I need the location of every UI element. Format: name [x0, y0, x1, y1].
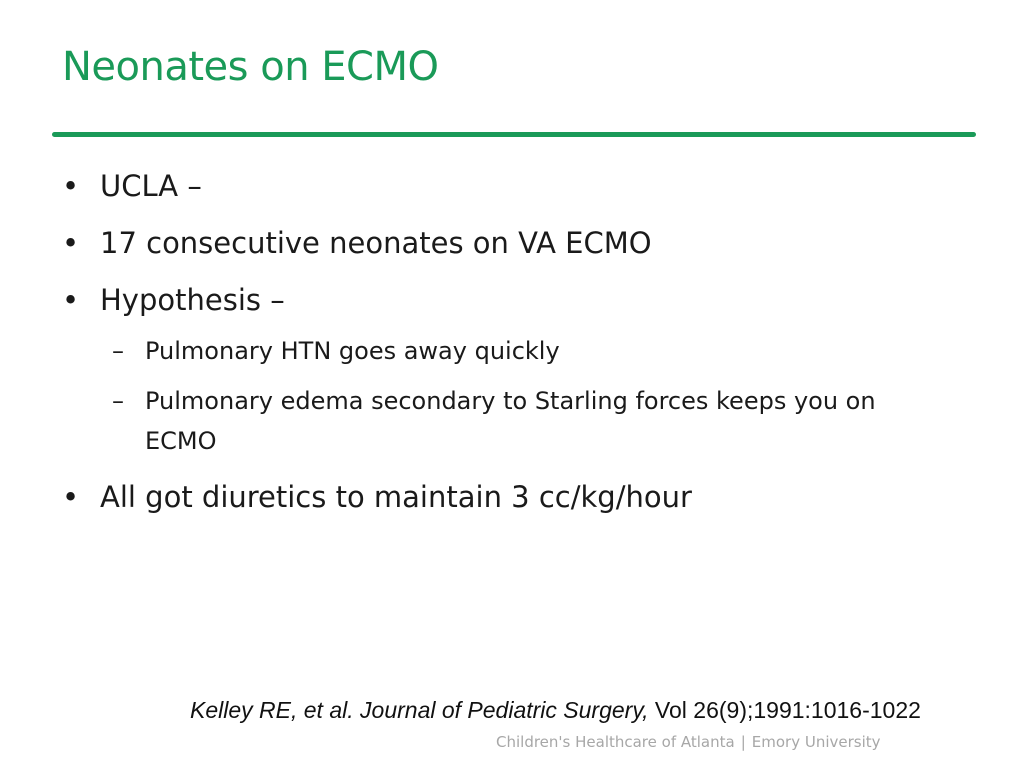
- sub-bullet-text: Pulmonary HTN goes away quickly: [145, 337, 560, 365]
- bullet-text: 17 consecutive neonates on VA ECMO: [100, 226, 652, 260]
- bullet-item: [62, 217, 962, 274]
- footer-separator: |: [740, 733, 746, 751]
- bullet-marker: •: [62, 283, 80, 317]
- bullet-item: [62, 274, 962, 331]
- bullet-text: UCLA –: [100, 169, 202, 203]
- sub-bullet-item: [62, 381, 962, 461]
- citation-authors: Kelley RE, et al.: [190, 697, 354, 723]
- footer-organization: Children's Healthcare of Atlanta: [496, 733, 735, 751]
- sub-bullet-marker: –: [112, 387, 124, 415]
- bullet-marker: •: [62, 169, 80, 203]
- bullet-text: Hypothesis –: [100, 283, 285, 317]
- footer: [496, 733, 881, 751]
- bullet-list: [62, 160, 962, 528]
- bullet-item: [62, 160, 962, 217]
- sub-bullet-item: [62, 331, 962, 371]
- bullet-text: All got diuretics to maintain 3 cc/kg/hour: [100, 480, 692, 514]
- slide-title: Neonates on ECMO: [62, 44, 439, 90]
- sub-bullet-marker: –: [112, 337, 124, 365]
- footer-university: Emory University: [751, 733, 881, 751]
- bullet-item: [62, 471, 962, 528]
- citation-details: Vol 26(9);1991:1016-1022: [654, 697, 921, 723]
- title-divider: [52, 132, 976, 137]
- bullet-marker: •: [62, 480, 80, 514]
- citation: [190, 697, 921, 724]
- citation-journal: Journal of Pediatric Surgery,: [360, 697, 649, 723]
- sub-bullet-text: Pulmonary edema secondary to Starling forces keeps you on ECMO: [145, 387, 876, 455]
- bullet-marker: •: [62, 226, 80, 260]
